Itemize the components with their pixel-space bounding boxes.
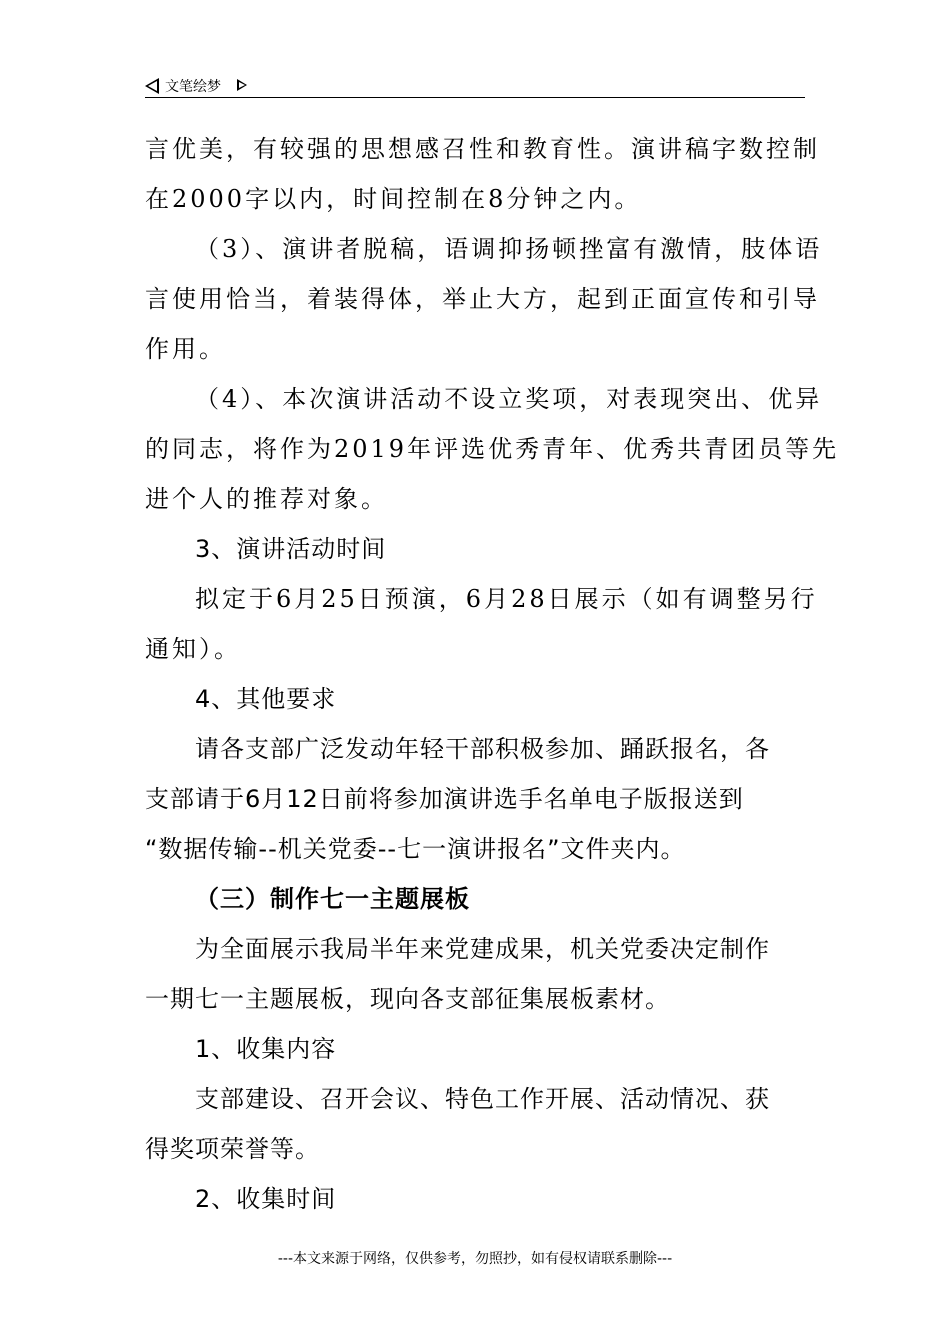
body-line: 为全面展示我局半年来党建成果，机关党委决定制作 xyxy=(195,935,770,963)
body-line: 请各支部广泛发动年轻干部积极参加、踊跃报名，各 xyxy=(195,735,770,763)
body-line: 一期七一主题展板，现向各支部征集展板素材。 xyxy=(145,985,670,1013)
body-line: “数据传输--机关党委--七一演讲报名”文件夹内。 xyxy=(145,835,686,863)
body-line: 支部建设、召开会议、特色工作开展、活动情况、获 xyxy=(195,1085,770,1113)
body-line: 得奖项荣誉等。 xyxy=(145,1135,320,1163)
body-line: （3）、演讲者脱稿，语调抑扬顿挫富有激情，肢体语 xyxy=(195,235,823,263)
triangle-left-icon xyxy=(145,78,159,94)
page-header xyxy=(145,70,805,100)
body-line: 在2000字以内，时间控制在8分钟之内。 xyxy=(145,185,642,213)
body-line: 拟定于6月25日预演，6月28日展示（如有调整另行 xyxy=(195,585,818,613)
section-heading: 4、其他要求 xyxy=(195,685,337,713)
section-heading: （三）制作七一主题展板 xyxy=(195,885,470,913)
section-heading: 1、收集内容 xyxy=(195,1035,337,1063)
body-line: 言优美，有较强的思想感召性和教育性。演讲稿字数控制 xyxy=(145,135,820,163)
header-brand: 文笔绘梦 xyxy=(165,79,221,95)
body-line: （4）、本次演讲活动不设立奖项，对表现突出、优异 xyxy=(195,385,823,413)
body-line: 通知）。 xyxy=(145,635,241,663)
body-line: 进个人的推荐对象。 xyxy=(145,485,388,513)
triangle-right-icon xyxy=(237,79,247,91)
footer-disclaimer: ---本文来源于网络，仅供参考，勿照抄，如有侵权请联系删除--- xyxy=(277,1251,673,1267)
body-line: 的同志，将作为2019年评选优秀青年、优秀共青团员等先 xyxy=(145,435,840,463)
body-line: 言使用恰当，着装得体，举止大方，起到正面宣传和引导 xyxy=(145,285,820,313)
section-heading: 2、收集时间 xyxy=(195,1185,337,1213)
body-line: 支部请于6月12日前将参加演讲选手名单电子版报送到 xyxy=(145,785,744,813)
section-heading: 3、演讲活动时间 xyxy=(195,535,387,563)
body-line: 作用。 xyxy=(145,335,226,363)
header-divider xyxy=(145,97,805,98)
